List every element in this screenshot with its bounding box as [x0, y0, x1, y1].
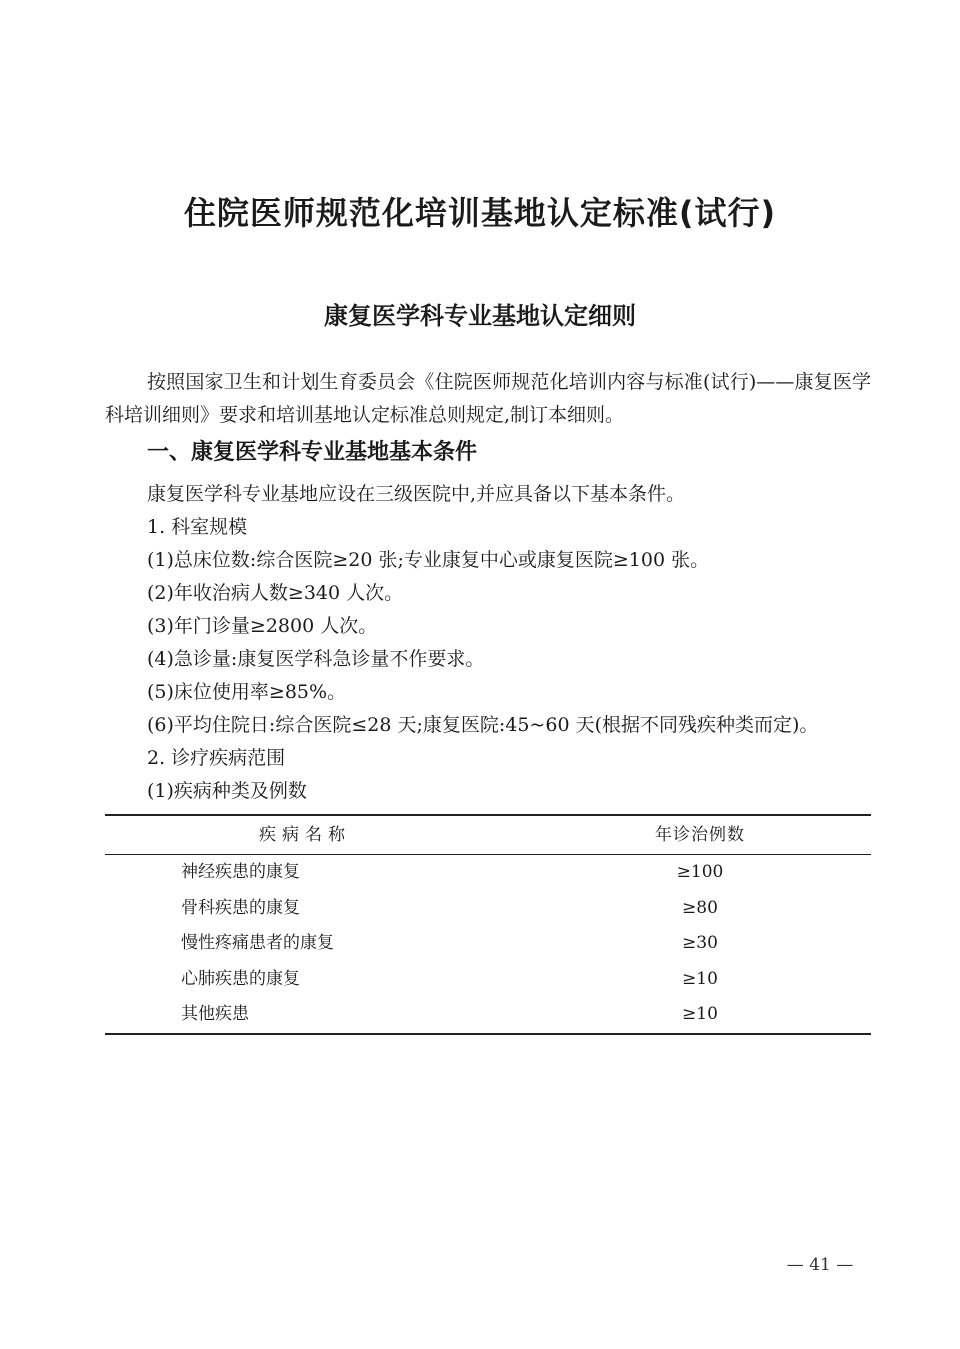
disease-name-cell: 其他疾患 — [105, 997, 529, 1034]
list-item: (2)年收治病人数≥340 人次。 — [147, 582, 404, 604]
document-subtitle: 康复医学科专业基地认定细则 — [324, 301, 636, 330]
disease-name-cell: 神经疾患的康复 — [181, 862, 300, 883]
table-row — [105, 997, 871, 1034]
list-item: (5)床位使用率≥85%。 — [147, 681, 347, 703]
case-count-cell: ≥30 — [682, 933, 718, 954]
disease-name-cell: 心肺疾患的康复 — [181, 968, 300, 989]
page-title: 住院医师规范化培训基地认定标准(试行) — [183, 194, 777, 232]
list-item: (6)平均住院日:综合医院≤28 天;康复医院:45~60 天(根据不同残疾种类而定)。 — [147, 714, 819, 736]
subsection-heading-department-scale: 1. 科室规模 — [147, 516, 248, 538]
page-number: — 41 — — [786, 1255, 854, 1275]
disease-name-cell: 骨科疾患的康复 — [181, 897, 300, 918]
section-heading: 一、康复医学科专业基地基本条件 — [147, 439, 478, 465]
table-row — [105, 891, 871, 927]
list-item: (4)急诊量:康复医学科急诊量不作要求。 — [147, 648, 485, 670]
subsection-heading-disease-scope: 2. 诊疗疾病范围 — [147, 747, 286, 769]
case-count-cell: ≥100 — [676, 862, 724, 883]
section-lead: 康复医学科专业基地应设在三级医院中,并应具备以下基本条件。 — [147, 483, 686, 505]
table-row — [105, 855, 871, 891]
list-item: (3)年门诊量≥2800 人次。 — [147, 615, 378, 637]
case-count-cell: ≥10 — [682, 968, 718, 989]
column-header-annual-cases: 年诊治例数 — [529, 815, 871, 855]
intro-paragraph: 按照国家卫生和计划生育委员会《住院医师规范化培训内容与标准(试行)——康复医学科培训细则》要求和培训基地认定标准总则规定,制订本细则。 — [105, 371, 871, 426]
disease-name-cell: 慢性疼痛患者的康复 — [181, 933, 334, 954]
list-item: (1)总床位数:综合医院≥20 张;专业康复中心或康复医院≥100 张。 — [147, 549, 710, 571]
column-header-disease-name: 疾病名称 — [105, 815, 529, 855]
disease-table — [105, 814, 871, 1035]
table-row — [105, 926, 871, 962]
table-caption: (1)疾病种类及例数 — [147, 780, 307, 802]
table-header-row — [105, 815, 871, 855]
case-count-cell: ≥10 — [529, 997, 871, 1034]
case-count-cell: ≥80 — [682, 897, 718, 918]
table-row — [105, 962, 871, 998]
document-body — [105, 366, 871, 1035]
